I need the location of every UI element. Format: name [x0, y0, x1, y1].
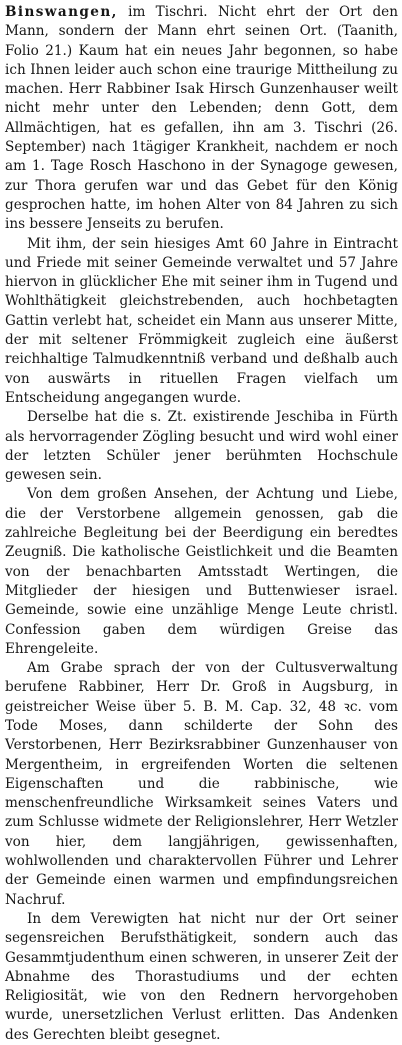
paragraph-5: Am Grabe sprach der von der Cultusverwaltung berufene Rabbiner, Herr Dr. Groß in Augsburg, in geistreicher Weise über 5. B. M. Cap. 32, 48 ꝛc. vom Tode Moses, dann schilderte der Sohn des Verstorbenen, Herr Bezirksrabbiner Gunzenhauser von Mergentheim, in ergreifenden Worten die seltenen Eigenschaften und die rabbinische, wie menschenfreundliche Wirksamkeit seines Vaters und zum Schlusse widmete der Religionslehrer, Herr Wetzler von hier, dem langjährigen, gewissenhaften, wohlwollenden und charaktervollen Führer und Lehrer der Gemeinde einen warmen und empfindungsreichen Nachruf. — [5, 660, 398, 908]
paragraph-1-text: im Tischri. Nicht ehrt der Ort den Mann, sondern der Mann ehrt seinen Ort. (Taanith, Folio 21.) Kaum hat ein neues Jahr begonnen, so habe ich Ihnen leider auch schon eine traurige Mittheilung zu machen. Herr Rabbiner Isak Hirsch Gunzenhauser weilt nicht mehr unter den Lebenden; denn Gott, dem Allmächtigen, hat es gefallen, ihn am 3. Tischri (26. September) nach 1tägiger Krankheit, nachdem er noch am 1. Tage Rosch Haschono in der Synagoge gewesen, zur Thora gerufen war und das Gebet für den König gesprochen hatte, im hohen Alter von 84 Jahren zu sich ins bessere Jenseits zu berufen. — [5, 4, 398, 233]
paragraph-6: In dem Verewigten hat nicht nur der Ort seiner segensreichen Berufsthätigkeit, sondern auch das Gesammtjudenthum einen schweren, in unserer Zeit der Abnahme des Thorastudiums und der echten Religiosität, wie von den Rednern hervorgehoben wurde, unersetzlichen Verlust erlitten. Das Andenken des Gerechten bleibt gesegnet. — [5, 910, 398, 1043]
place-name: Binswangen, — [5, 4, 118, 20]
paragraph-4: Von dem großen Ansehen, der Achtung und Liebe, die der Verstorbene allgemein genossen, gab die zahlreiche Begleitung bei der Beerdigung ein beredtes Zeugniß. Die katholische Geistlichkeit und die Beamten von der benachbarten Amtsstadt Wertingen, die Mitglieder der hiesigen und Buttenwieser israel. Gemeinde, sowie eine unzählige Menge Leute christl. Confession gaben dem würdigen Greise das Ehrengeleite. — [5, 486, 398, 657]
paragraph-3: Derselbe hat die s. Zt. existirende Jeschiba in Fürth als hervorragender Zögling besucht und wird wohl einer der letzten Schüler jener berühmten Hochschule gewesen sein. — [5, 409, 398, 484]
paragraph-1 — [5, 3, 398, 235]
paragraph-2: Mit ihm, der sein hiesiges Amt 60 Jahre in Eintracht und Friede mit seiner Gemeinde verwaltet und 57 Jahre hiervon in glücklicher Ehe mit seiner ihm in Tugend und Wohlthätigkeit gleichstrebenden, auch hochbetagten Gattin verlebt hat, scheidet ein Mann aus unserer Mitte, der mit seltener Frömmigkeit zugleich eine äußerst reichhaltige Talmudkenntniß verband und deßhalb auch von auswärts in rituellen Fragen vielfach um Entscheidung angegangen wurde. — [5, 235, 398, 406]
